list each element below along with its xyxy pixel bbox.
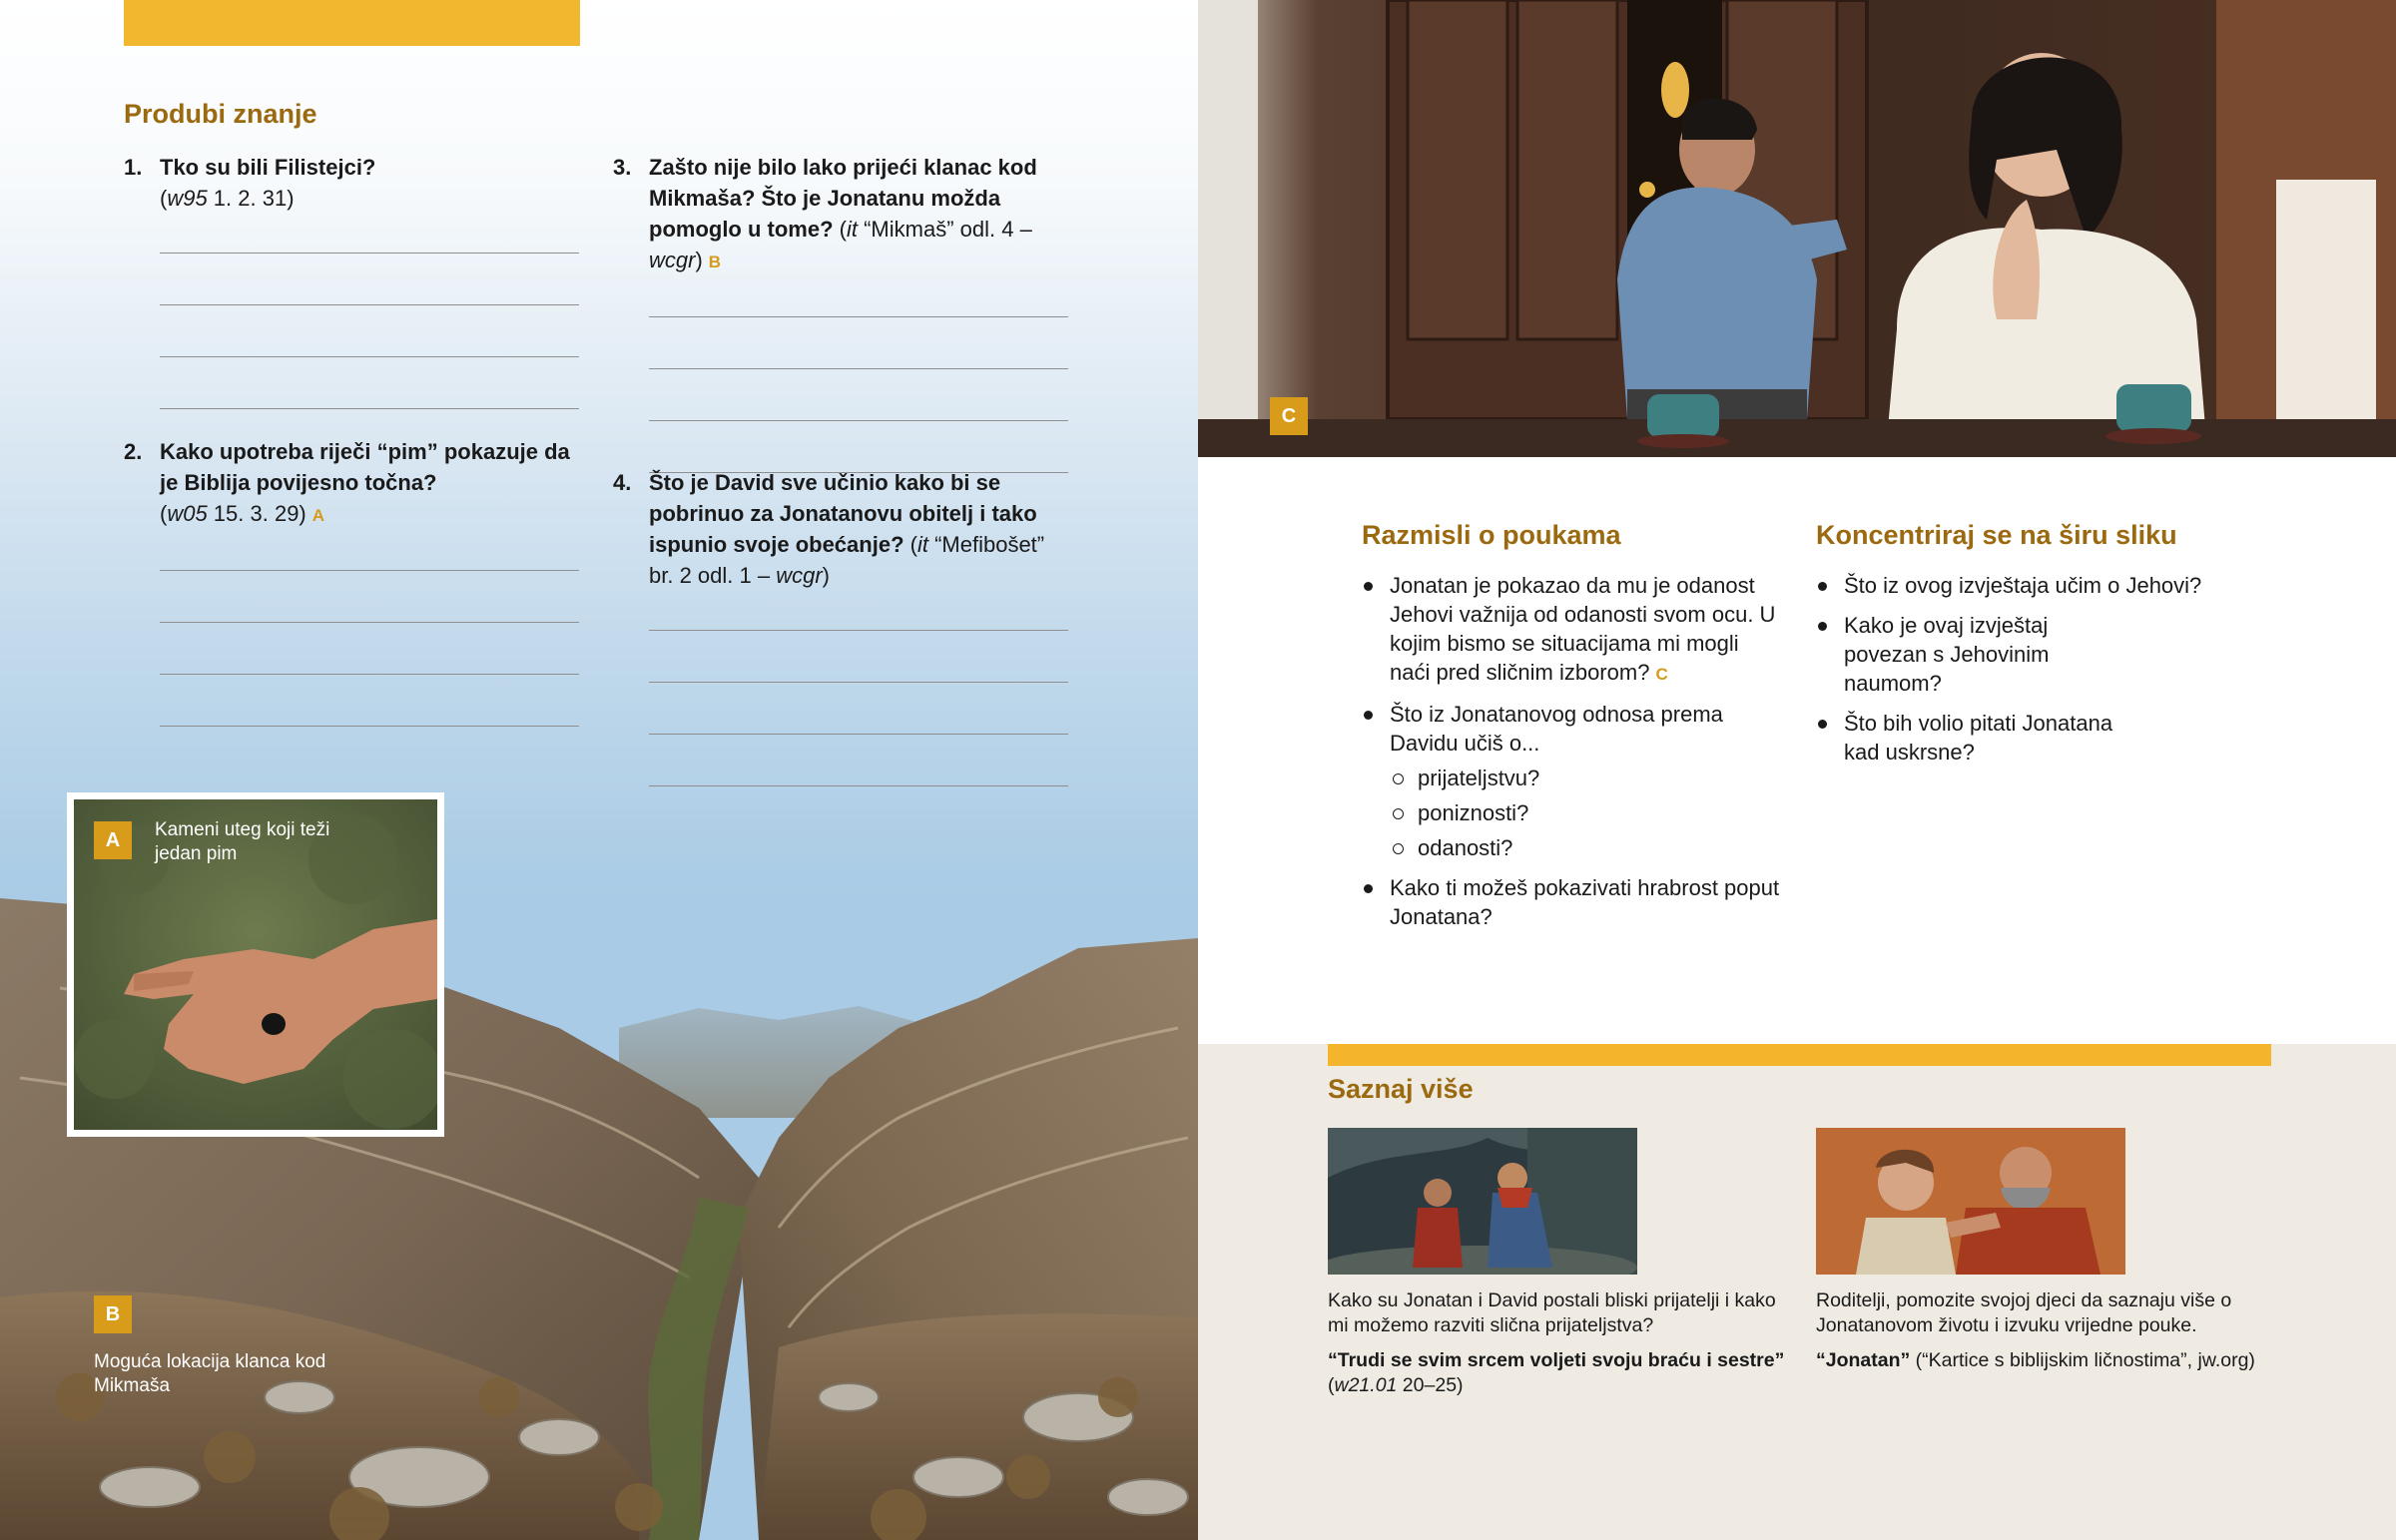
question-3: [613, 152, 1068, 473]
list-item: Što iz ovog izvještaja učim o Jehovi?: [1816, 571, 2235, 600]
question-text: Zašto nije bilo lako prijeći klanac kod Mikmaša? Što je Jonatanu možda pomoglo u tome?: [649, 155, 1037, 242]
jonathan-father-image[interactable]: [1816, 1128, 2125, 1275]
image-marker-a: A: [311, 506, 325, 525]
learn-more-title: Saznaj više: [1328, 1074, 1474, 1104]
gold-header-bar: [124, 0, 580, 46]
photo-c-badge: C: [1270, 397, 1308, 435]
answer-line[interactable]: [160, 570, 579, 571]
answer-line[interactable]: [649, 420, 1068, 421]
sub-list: [1390, 764, 1781, 862]
photo-a-caption: Kameni uteg koji teži jedan pim: [155, 819, 330, 864]
question-reference: (w05 15. 3. 29): [160, 501, 306, 526]
right-page: [1198, 0, 2396, 1540]
question-reference: (it “Mikmaš” odl. 4 – wcgr): [649, 217, 1032, 272]
jonathan-david-cave-image[interactable]: [1328, 1128, 1637, 1275]
question-text: Što je David sve učinio kako bi se pobrinuo za Jonatanovu obitelj i tako ispunio svoje obećanje?: [649, 470, 1037, 557]
couple-at-altar-image: [1198, 0, 2396, 457]
learn-more-card-2: [1816, 1288, 2285, 1373]
question-number: 4.: [613, 470, 632, 495]
card-description: Kako su Jonatan i David postali bliski prijatelji i kako mi možemo razviti slična prijateljstva?: [1328, 1289, 1776, 1336]
list-item: Jonatan je pokazao da mu je odanost Jehovi važnija od odanosti svom ocu. U kojim bismo se situacijama mi mogli naći pred sličnim izborom? C: [1362, 571, 1781, 689]
question-text: Kako upotreba riječi “pim” pokazuje da je Biblija povijesno točna?: [160, 439, 570, 495]
question-reference: (w95 1. 2. 31): [160, 186, 295, 211]
learn-more-card-1: [1328, 1288, 1797, 1398]
question-number: 2.: [124, 439, 143, 464]
card-link[interactable]: “Jonatan” (“Kartice s biblijskim ličnostima”, jw.org): [1816, 1349, 2255, 1371]
answer-line[interactable]: [649, 368, 1068, 369]
answer-line[interactable]: [160, 622, 579, 623]
section-title: Produbi znanje: [124, 99, 317, 129]
question-reference: (it “Mefibošet” br. 2 odl. 1 – wcgr): [649, 532, 1045, 588]
big-picture-title: Koncentriraj se na širu sliku: [1816, 520, 2177, 550]
reflect-list: [1362, 571, 1781, 942]
learn-more-section: [1198, 1044, 2396, 1540]
answer-line[interactable]: [160, 674, 579, 675]
answer-line[interactable]: [649, 316, 1068, 317]
image-marker-c: C: [1655, 665, 1668, 684]
card-link[interactable]: “Trudi se svim srcem voljeti svoju braću i sestre” (w21.01 20–25): [1328, 1349, 1785, 1396]
answer-line[interactable]: [649, 630, 1068, 631]
image-marker-b: B: [708, 253, 722, 271]
question-1: [124, 152, 579, 409]
sub-list-item: poniznosti?: [1390, 798, 1781, 827]
photo-a-badge: A: [94, 821, 132, 859]
photo-b-badge: B: [94, 1295, 132, 1333]
answer-line[interactable]: [160, 408, 579, 409]
answer-line[interactable]: [649, 682, 1068, 683]
list-item: Što iz Jonatanovog odnosa prema Davidu učiš o... prijateljstvu? poniznosti? odanosti?: [1362, 700, 1781, 862]
answer-line[interactable]: [649, 734, 1068, 735]
answer-line[interactable]: [160, 356, 579, 357]
question-number: 3.: [613, 155, 632, 180]
list-item: Kako ti možeš pokazivati hrabrost poput Jonatana?: [1362, 873, 1781, 931]
answer-line[interactable]: [649, 785, 1068, 786]
question-2: [124, 436, 579, 727]
question-number: 1.: [124, 155, 143, 180]
learn-more-bar: [1328, 1044, 2271, 1066]
sub-list-item: odanosti?: [1390, 833, 1781, 862]
answer-line[interactable]: [160, 253, 579, 254]
answer-line[interactable]: [160, 726, 579, 727]
big-picture-list: [1816, 571, 2235, 777]
reflect-title: Razmisli o poukama: [1362, 520, 1621, 550]
photo-b-caption: Moguća lokacija klanca kod Mikmaša: [94, 1351, 326, 1396]
question-4: [613, 467, 1068, 786]
sub-list-item: prijateljstvu?: [1390, 764, 1781, 792]
card-description: Roditelji, pomozite svojoj djeci da saznaju više o Jonatanovom životu i izvuku vrijedne pouke.: [1816, 1289, 2232, 1336]
answer-line[interactable]: [160, 304, 579, 305]
list-item: Što bih volio pitati Jonatana kad uskrsne?: [1816, 709, 2235, 767]
list-item: Kako je ovaj izvještaj povezan s Jehovinim naumom?: [1816, 611, 2235, 698]
question-text: Tko su bili Filistejci?: [160, 155, 376, 180]
